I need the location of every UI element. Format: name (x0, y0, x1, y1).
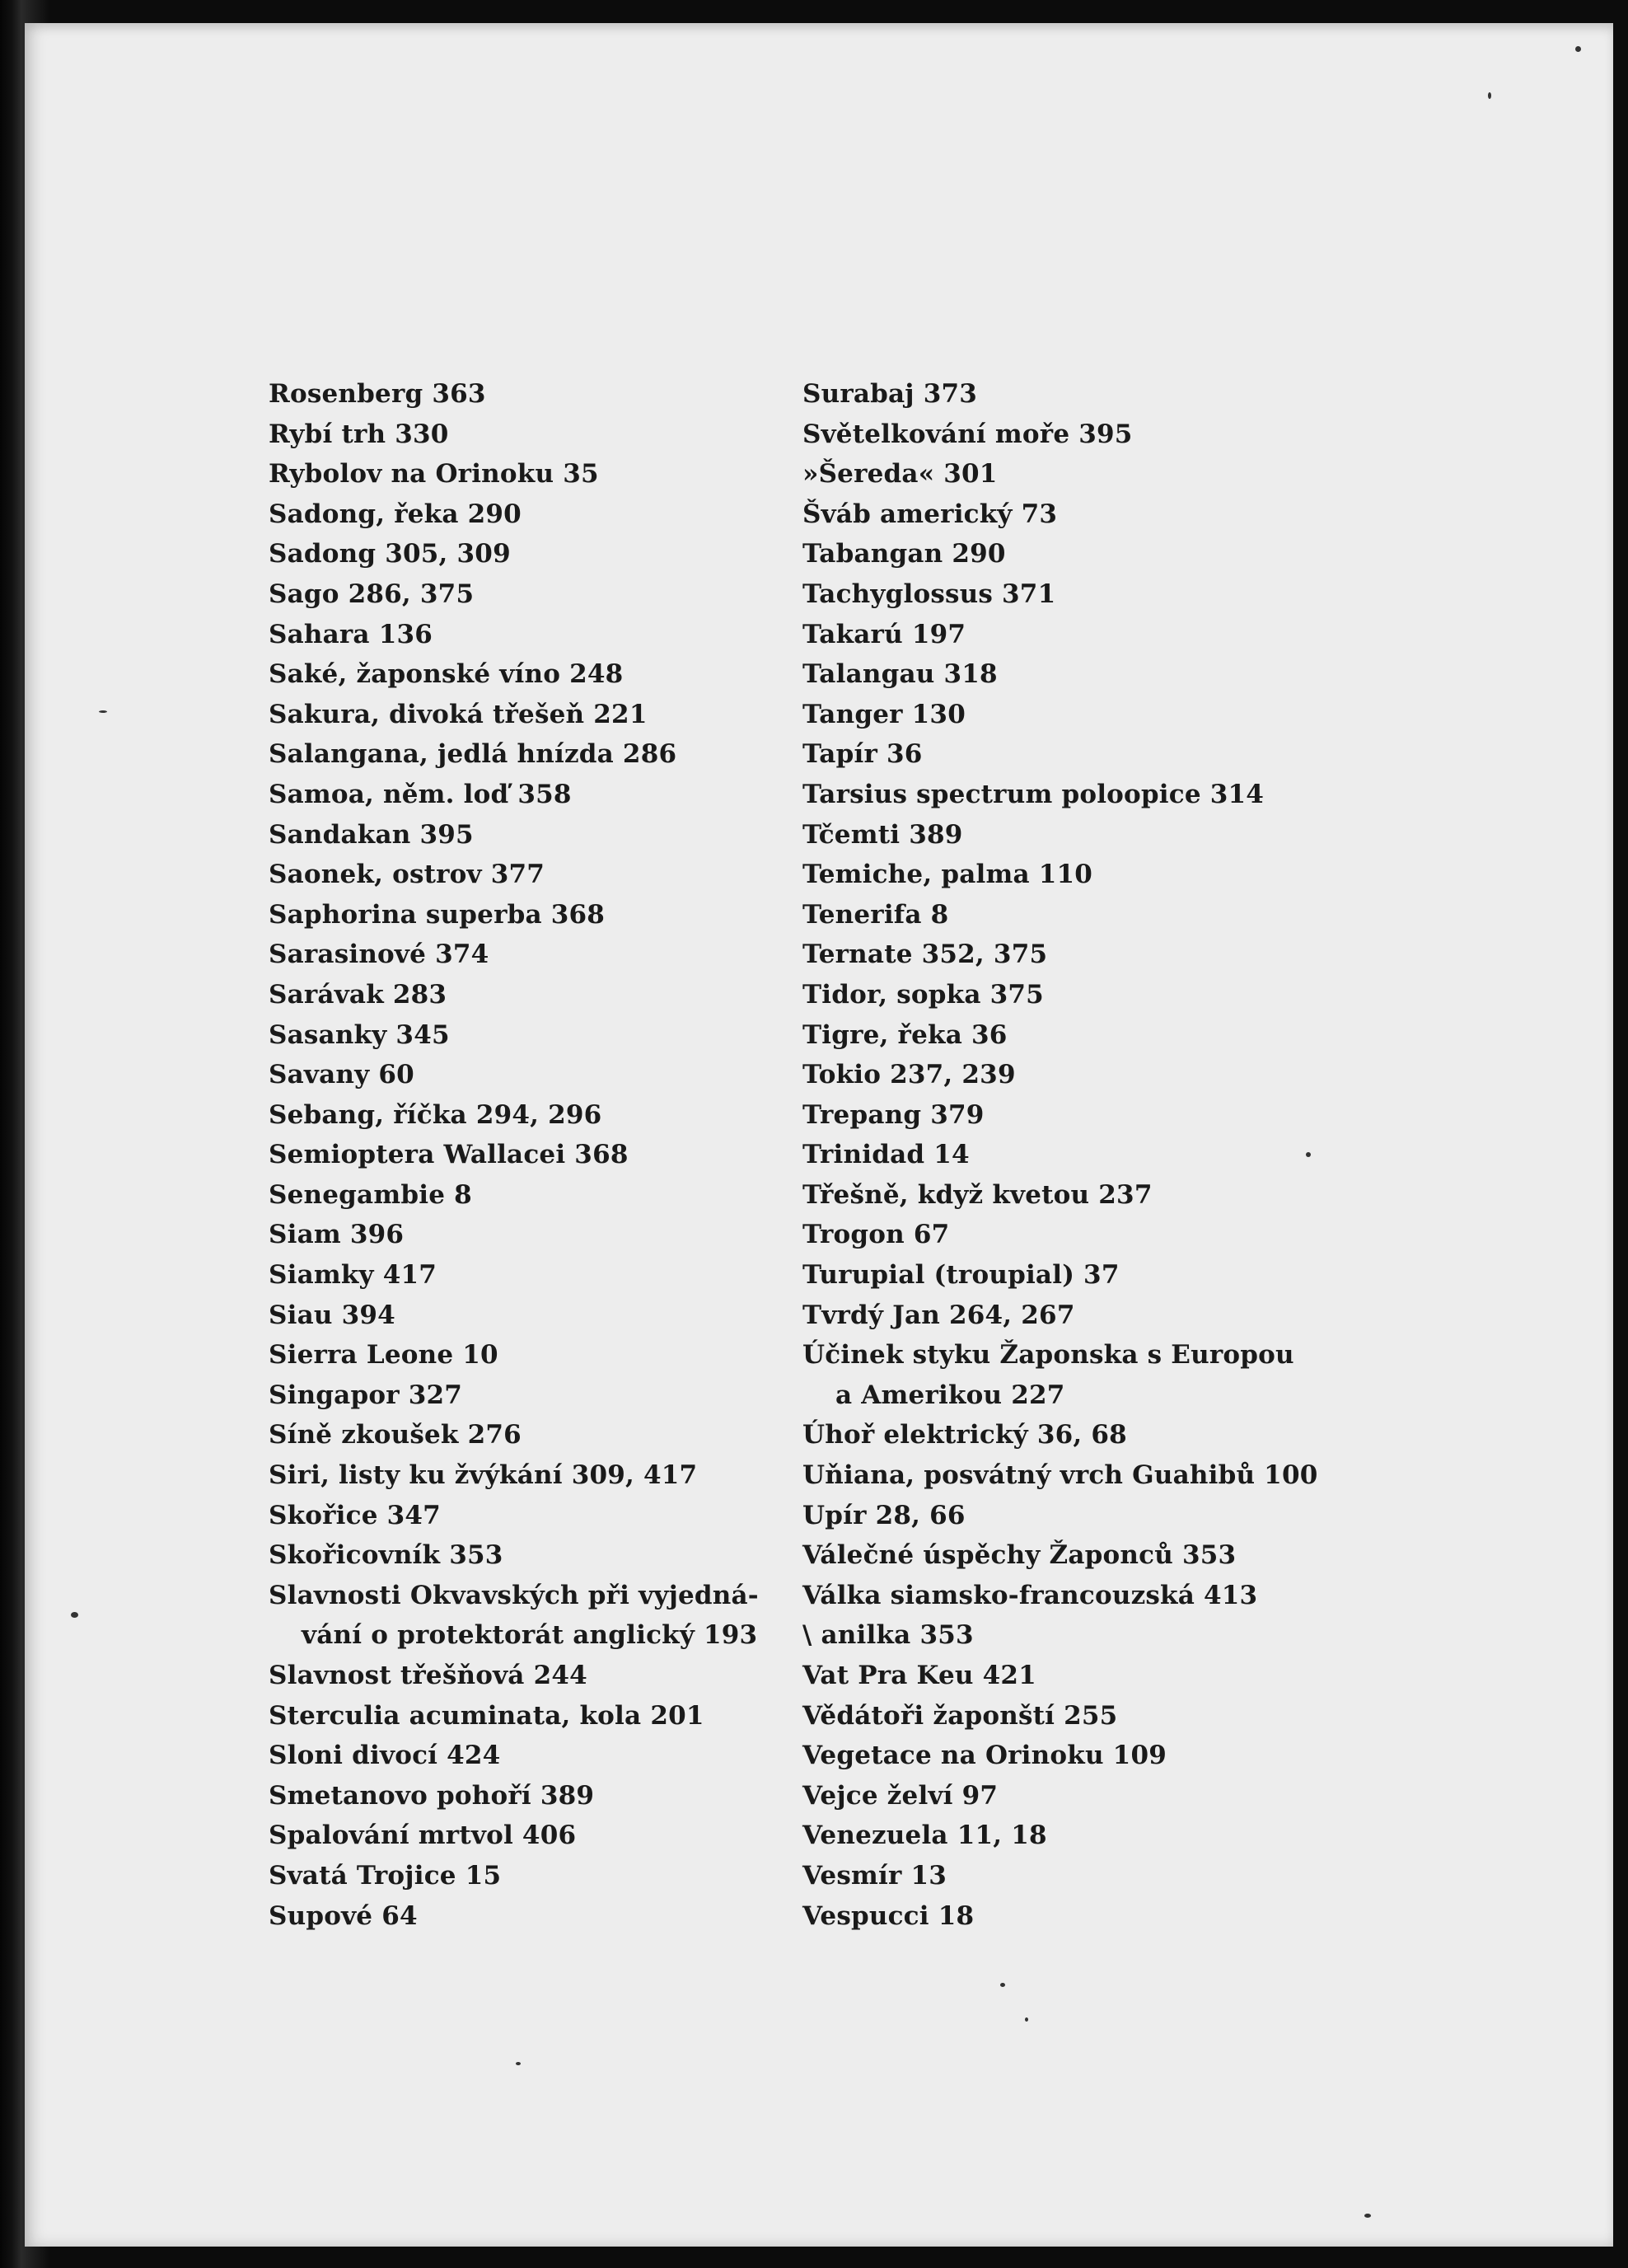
index-entry: Sarasinové 374 (269, 940, 489, 970)
index-entry: Ternate 352, 375 (802, 940, 1048, 970)
index-entry: Semioptera Wallacei 368 (269, 1140, 629, 1170)
index-entry: Trogon 67 (802, 1220, 950, 1250)
index-entry: Válečné úspěchy Žaponců 353 (802, 1540, 1237, 1571)
index-entry: Sterculia acuminata, kola 201 (269, 1700, 704, 1731)
index-entry: Venezuela 11, 18 (802, 1820, 1047, 1851)
index-entry: Takarú 197 (802, 619, 966, 649)
index-entry: Tokio 237, 239 (802, 1060, 1016, 1090)
index-entry: Šváb americký 73 (802, 499, 1058, 529)
index-entry: Tarsius spectrum poloopice 314 (802, 779, 1265, 809)
index-entry: Salangana, jedlá hnízda 286 (269, 739, 677, 770)
index-entry: Úhoř elektrický 36, 68 (802, 1420, 1127, 1450)
index-entry: Tabangan 290 (802, 539, 1006, 569)
index-entry: Saonek, ostrov 377 (269, 860, 545, 890)
index-entry: Tvrdý Jan 264, 267 (802, 1300, 1075, 1330)
index-entry: Skořicovník 353 (269, 1540, 503, 1571)
index-entry: Tanger 130 (802, 699, 966, 729)
index-entry: Sago 286, 375 (269, 579, 475, 609)
index-entry: Třešně, když kvetou 237 (802, 1179, 1153, 1210)
index-entry: Vespucci 18 (802, 1900, 975, 1931)
index-entry: Rosenberg 363 (269, 379, 486, 409)
index-entry: Senegambie 8 (269, 1179, 472, 1210)
index-entry: Siau 394 (269, 1300, 395, 1330)
index-entry: Vejce želví 97 (802, 1780, 999, 1811)
index-entry: Talangau 318 (802, 659, 998, 690)
index-entry-continuation: a Amerikou 227 (835, 1380, 1065, 1410)
scan-speck (1025, 2017, 1028, 2022)
index-entry: Sasanky 345 (269, 1019, 450, 1050)
index-entry: Supové 64 (269, 1900, 418, 1931)
index-entry-continuation: vání o protektorát anglický 193 (302, 1620, 758, 1651)
index-entry: Trepang 379 (802, 1099, 985, 1130)
scan-speck (1488, 92, 1491, 99)
index-entry: Singapor 327 (269, 1380, 463, 1410)
index-entry: Rybolov na Orinoku 35 (269, 459, 599, 490)
index-entry: \ anilka 353 (802, 1620, 974, 1651)
index-entry: Vesmír 13 (802, 1860, 947, 1891)
index-entry: Tapír 36 (802, 739, 923, 770)
index-entry: Sandakan 395 (269, 819, 474, 850)
index-entry: Samoa, něm. loď 358 (269, 779, 572, 809)
index-entry: Sakura, divoká třešeň 221 (269, 699, 648, 729)
index-entry: Účinek styku Žaponska s Europou (802, 1340, 1294, 1371)
index-entry: Rybí trh 330 (269, 419, 449, 449)
index-entry: Siam 396 (269, 1220, 405, 1250)
index-entry: Vat Pra Keu 421 (802, 1661, 1036, 1690)
index-column-right (802, 374, 1330, 1936)
index-entry: Síně zkoušek 276 (269, 1420, 522, 1450)
index-entry: Turupial (troupial) 37 (802, 1260, 1120, 1291)
index-entry: Sloni divocí 424 (269, 1741, 501, 1771)
scan-speck (1575, 46, 1581, 52)
scan-speck (1000, 1983, 1005, 1987)
index-entry: Savany 60 (269, 1060, 414, 1090)
index-column-left (269, 374, 779, 1936)
index-entry: Sadong, řeka 290 (269, 499, 522, 529)
scan-speck (71, 1612, 78, 1618)
index-entry: Upír 28, 66 (802, 1500, 966, 1530)
index-entry: Tidor, sopka 375 (802, 979, 1044, 1010)
index-entry: Surabaj 373 (802, 379, 978, 409)
index-entry: Trinidad 14 (802, 1140, 970, 1170)
index-entry: Temiche, palma 110 (802, 860, 1093, 890)
index-entry: Světelkování moře 395 (802, 419, 1133, 449)
scan-speck (1364, 2214, 1371, 2218)
index-entry: Spalování mrtvol 406 (269, 1820, 577, 1851)
index-entry: Vegetace na Orinoku 109 (802, 1741, 1167, 1771)
scan-speck (99, 710, 107, 713)
index-entry: Tenerifa 8 (802, 899, 949, 930)
index-entry: Sadong 305, 309 (269, 539, 511, 569)
index-entry: Sahara 136 (269, 619, 433, 649)
index-entry: Saphorina superba 368 (269, 899, 606, 930)
scan-speck (1306, 1152, 1311, 1157)
index-entry: Uňiana, posvátný vrch Guahibů 100 (802, 1460, 1318, 1491)
index-entry: Sarávak 283 (269, 979, 447, 1010)
index-entry: Saké, žaponské víno 248 (269, 659, 624, 690)
index-entry: Siamky 417 (269, 1260, 437, 1291)
index-entry: Siri, listy ku žvýkání 309, 417 (269, 1460, 698, 1491)
index-entry: Vědátoři žaponští 255 (802, 1700, 1118, 1731)
index-entry: Skořice 347 (269, 1500, 441, 1530)
index-entry: Slavnost třešňová 244 (269, 1661, 587, 1690)
index-entry: Sierra Leone 10 (269, 1340, 498, 1371)
index-entry: Sebang, říčka 294, 296 (269, 1099, 602, 1130)
index-entry: Smetanovo pohoří 389 (269, 1780, 595, 1811)
index-entry: »Šereda« 301 (802, 459, 998, 490)
index-entry: Tčemti 389 (802, 819, 963, 850)
index-entry: Slavnosti Okvavských při vyjedná- (269, 1580, 759, 1610)
index-entry: Válka siamsko-francouzská 413 (802, 1580, 1258, 1610)
index-entry: Svatá Trojice 15 (269, 1860, 502, 1891)
index-entry: Tigre, řeka 36 (802, 1019, 1008, 1050)
index-entry: Tachyglossus 371 (802, 579, 1056, 609)
scan-speck (516, 2062, 521, 2065)
